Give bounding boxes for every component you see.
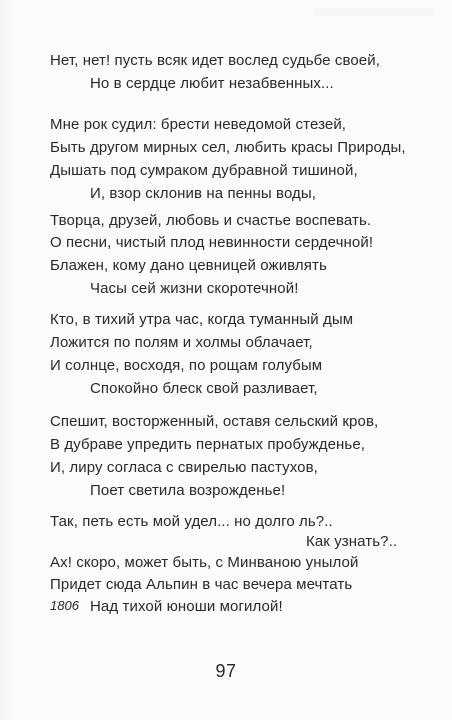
poem-line: Так, петь есть мой удел... но долго ль?.. xyxy=(50,513,333,530)
poem-line: Спешит, восторженный, оставя сельский кров, xyxy=(50,413,379,430)
poem-line: Ложится по полям и холмы облачает, xyxy=(50,334,313,351)
poem-line: И, лиру согласа с свирелью пастухов, xyxy=(50,459,318,476)
poem-line: О песни, чистый плод невинности сердечной! xyxy=(50,234,374,251)
poem-line: И, взор склонив на пенны воды, xyxy=(90,185,317,202)
poem-line: В дубраве упредить пернатых пробужденье, xyxy=(50,436,366,453)
poem-line: Спокойно блеск свой разливает, xyxy=(90,380,318,397)
poem-line: Блажен, кому дано цевницей оживлять xyxy=(50,257,327,274)
poem-line: Над тихой юноши могилой! xyxy=(90,598,283,615)
poem-line: Поет светила возрожденье! xyxy=(90,482,286,499)
poem-line: Как узнать?.. xyxy=(306,533,398,550)
poem-line: Но в сердце любит незабвенных... xyxy=(90,75,334,92)
poem-year: 1806 xyxy=(50,598,79,613)
faded-running-head xyxy=(314,8,434,16)
poem-line: Быть другом мирных сел, любить красы Природы, xyxy=(50,139,406,156)
page-number: 97 xyxy=(215,661,237,681)
poem-line: Нет, нет! пусть всяк идет вослед судьбе своей, xyxy=(50,52,380,69)
poem-line: Ах! скоро, может быть, с Минваною унылой xyxy=(50,554,359,571)
poem-line: Часы сей жизни скоротечной! xyxy=(90,280,299,297)
poem-line: И солнце, восходя, по рощам голубым xyxy=(50,357,323,374)
poem-line: Дышать под сумраком дубравной тишиной, xyxy=(50,162,358,179)
poem-line: Придет сюда Альпин в час вечера мечтать xyxy=(50,576,353,593)
poem-line: Творца, друзей, любовь и счастье воспевать. xyxy=(50,212,372,229)
poem-line: Кто, в тихий утра час, когда туманный дым xyxy=(50,311,354,328)
poem-line: Мне рок судил: брести неведомой стезей, xyxy=(50,116,347,133)
